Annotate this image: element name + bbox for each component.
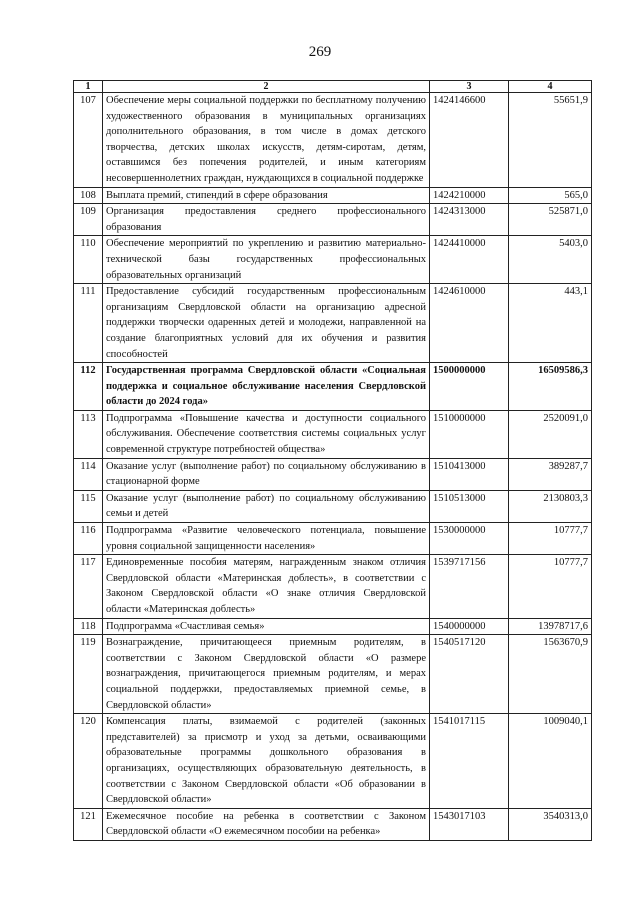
table-row [74, 187, 592, 204]
row-code: 1539717156 [430, 555, 509, 618]
row-code: 1424313000 [430, 204, 509, 236]
row-amount: 5403,0 [509, 236, 592, 284]
row-amount: 2520091,0 [509, 410, 592, 458]
row-name: Обеспечение меры социальной поддержки по бесплатному получению художественного образования в муниципальных организациях дополнительного образования, в том числе в домах детского творчества, детских школах искусств, детям-сиротам, детям, оставшимся без попечения родителей, и иным категориям несовершеннолетних граждан, нуждающихся в социальной поддержке [103, 93, 430, 188]
row-code: 1540000000 [430, 618, 509, 635]
row-amount: 443,1 [509, 284, 592, 363]
budget-table [73, 80, 592, 841]
table-row [74, 236, 592, 284]
row-name: Обеспечение мероприятий по укреплению и развитию материально-технической базы государственных профессиональных образовательных организаций [103, 236, 430, 284]
row-number: 115 [74, 490, 103, 522]
table-row [74, 204, 592, 236]
row-code: 1500000000 [430, 363, 509, 411]
table-body [74, 93, 592, 841]
row-code: 1424610000 [430, 284, 509, 363]
table-row [74, 618, 592, 635]
row-number: 109 [74, 204, 103, 236]
row-number: 108 [74, 187, 103, 204]
header-col-1: 1 [74, 81, 103, 93]
row-code: 1424210000 [430, 187, 509, 204]
table-row [74, 490, 592, 522]
row-name: Подпрограмма «Развитие человеческого потенциала, повышение уровня социальной защищенности населения» [103, 523, 430, 555]
row-number: 110 [74, 236, 103, 284]
row-amount: 13978717,6 [509, 618, 592, 635]
table-row [74, 714, 592, 809]
table-row [74, 93, 592, 188]
row-amount: 1009040,1 [509, 714, 592, 809]
row-number: 107 [74, 93, 103, 188]
row-name: Оказание услуг (выполнение работ) по социальному обслуживанию в стационарной форме [103, 458, 430, 490]
table-row [74, 284, 592, 363]
row-code: 1530000000 [430, 523, 509, 555]
table-row [74, 635, 592, 714]
table-row [74, 523, 592, 555]
header-col-3: 3 [430, 81, 509, 93]
row-number: 114 [74, 458, 103, 490]
row-name: Подпрограмма «Повышение качества и доступности социального обслуживания. Обеспечение соответствия системы социальных услуг современной структуре потребностей общества» [103, 410, 430, 458]
row-amount: 3540313,0 [509, 808, 592, 840]
row-code: 1510000000 [430, 410, 509, 458]
header-col-4: 4 [509, 81, 592, 93]
row-name: Оказание услуг (выполнение работ) по социальному обслуживанию семьи и детей [103, 490, 430, 522]
row-amount: 10777,7 [509, 523, 592, 555]
row-name: Подпрограмма «Счастливая семья» [103, 618, 430, 635]
page-number: 269 [308, 44, 332, 60]
table-row [74, 808, 592, 840]
row-number: 117 [74, 555, 103, 618]
row-amount: 389287,7 [509, 458, 592, 490]
row-name: Организация предоставления среднего профессионального образования [103, 204, 430, 236]
row-amount: 55651,9 [509, 93, 592, 188]
row-amount: 565,0 [509, 187, 592, 204]
row-code: 1540517120 [430, 635, 509, 714]
row-code: 1510513000 [430, 490, 509, 522]
table-row [74, 363, 592, 411]
row-number: 111 [74, 284, 103, 363]
table-header [74, 81, 592, 93]
row-number: 121 [74, 808, 103, 840]
row-name: Государственная программа Свердловской области «Социальная поддержка и социальное обслуживание населения Свердловской области до 2024 года» [103, 363, 430, 411]
row-number: 112 [74, 363, 103, 411]
table-row [74, 458, 592, 490]
row-amount: 10777,7 [509, 555, 592, 618]
row-code: 1543017103 [430, 808, 509, 840]
row-name: Компенсация платы, взимаемой с родителей (законных представителей) за присмотр и уход за детьми, осваивающими образовательные программы дошкольного образования в организациях, осуществляющих образовательную деятельность, в соответствии с Законом Свердловской области «Об образовании в Свердловской области» [103, 714, 430, 809]
row-name: Единовременные пособия матерям, награжденным знаком отличия Свердловской области «Материнская доблесть», в соответствии с Законом Свердловской области «О знаке отличия Свердловской области «Материнская доблесть» [103, 555, 430, 618]
row-amount: 1563670,9 [509, 635, 592, 714]
header-col-2: 2 [103, 81, 430, 93]
row-name: Ежемесячное пособие на ребенка в соответствии с Законом Свердловской области «О ежемесячном пособии на ребенка» [103, 808, 430, 840]
row-code: 1510413000 [430, 458, 509, 490]
row-number: 118 [74, 618, 103, 635]
row-amount: 525871,0 [509, 204, 592, 236]
table-row [74, 555, 592, 618]
row-code: 1424146600 [430, 93, 509, 188]
row-number: 116 [74, 523, 103, 555]
row-code: 1541017115 [430, 714, 509, 809]
table-row [74, 410, 592, 458]
row-name: Предоставление субсидий государственным профессиональным организациям Свердловской области на организацию адресной поддержки творчески одаренных детей и молодежи, направленной на создание благоприятных условий для их обучения и развития способностей [103, 284, 430, 363]
row-number: 113 [74, 410, 103, 458]
row-amount: 16509586,3 [509, 363, 592, 411]
row-name: Вознаграждение, причитающееся приемным родителям, в соответствии с Законом Свердловской области «О размере вознаграждения, причитающегося приемным родителям, и мерах социальной поддержки, предоставляемых приемной семье, в Свердловской области» [103, 635, 430, 714]
row-code: 1424410000 [430, 236, 509, 284]
row-number: 119 [74, 635, 103, 714]
row-name: Выплата премий, стипендий в сфере образования [103, 187, 430, 204]
row-number: 120 [74, 714, 103, 809]
row-amount: 2130803,3 [509, 490, 592, 522]
